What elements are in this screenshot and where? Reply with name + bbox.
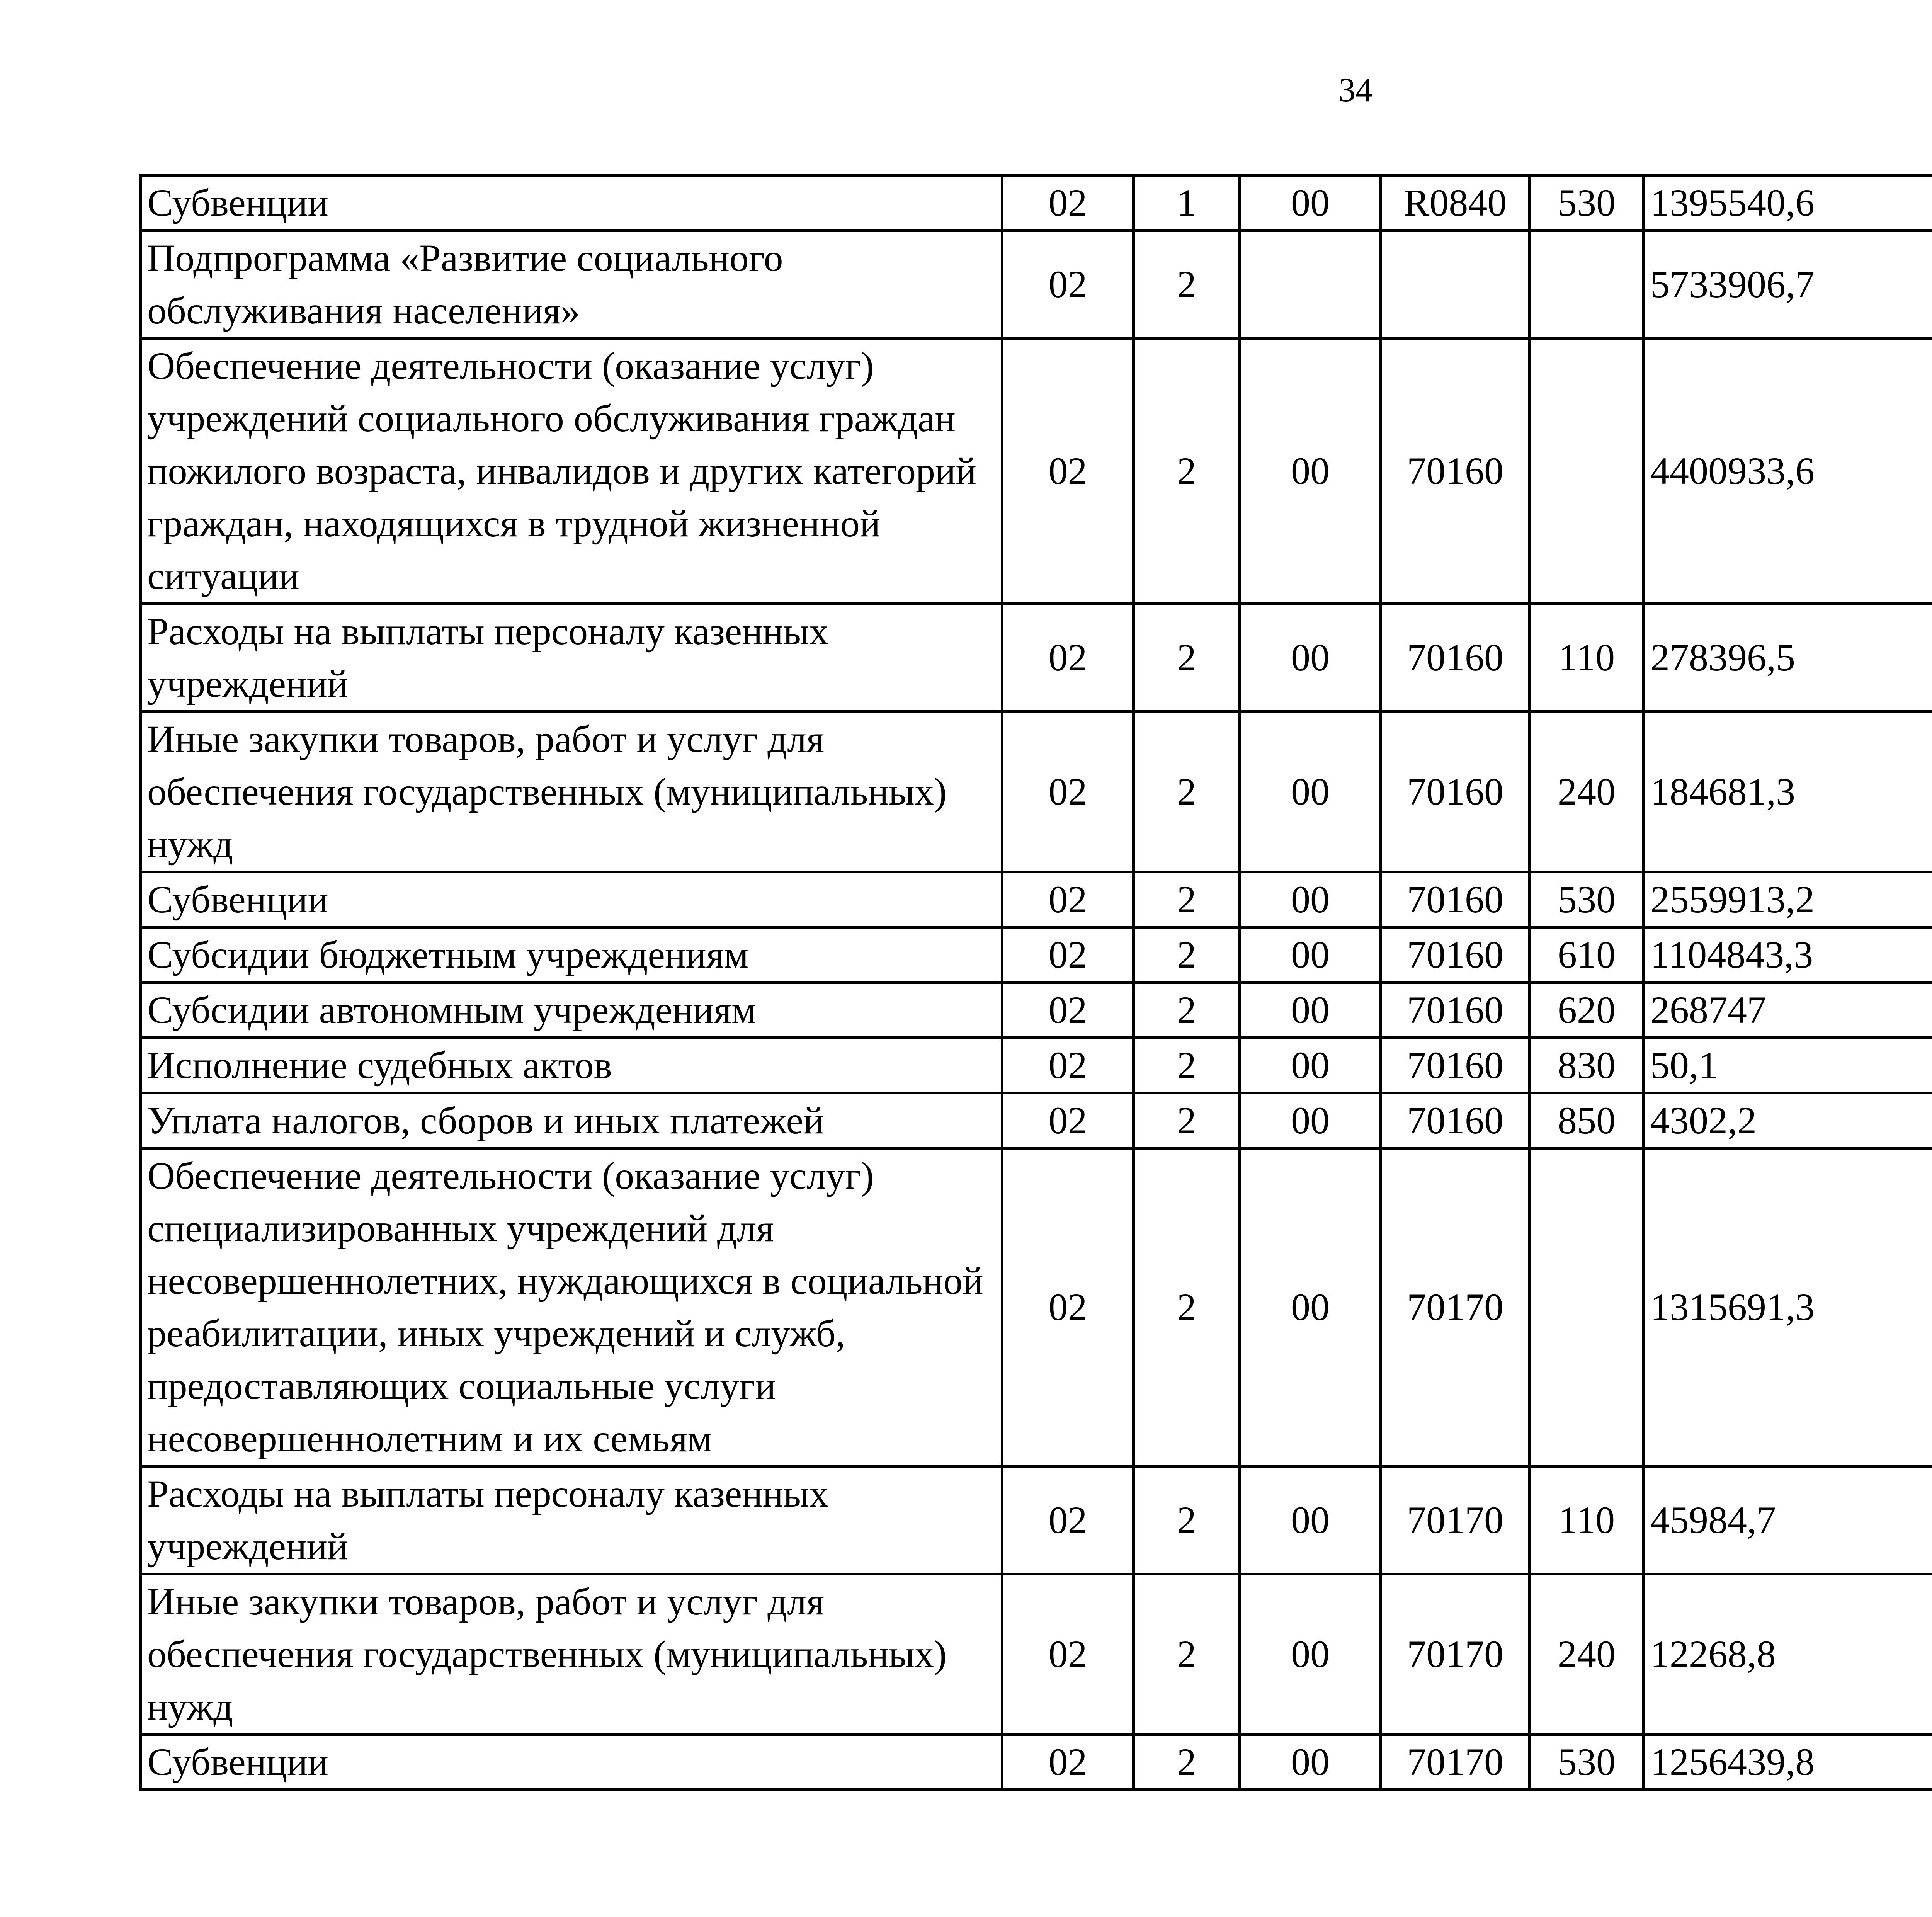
cell-value-1: 5733906,7: [1644, 231, 1932, 338]
cell-code-3: 00: [1240, 1466, 1381, 1574]
cell-value-1: 45984,7: [1644, 1466, 1932, 1574]
cell-code-5: 110: [1530, 1466, 1644, 1574]
cell-code-2: 1: [1134, 175, 1240, 231]
cell-code-2: 2: [1134, 927, 1240, 983]
cell-code-1: 02: [1002, 927, 1134, 983]
cell-name: Обеспечение деятельности (оказание услуг) учреждений социального обслуживания граждан пожилого возраста, инвалидов и других категорий граждан, находящихся в трудной жизненной ситуации: [141, 338, 1002, 604]
cell-code-1: 02: [1002, 1093, 1134, 1148]
table-row: [141, 231, 1932, 338]
cell-code-3: 00: [1240, 338, 1381, 604]
cell-code-4: 70170: [1381, 1574, 1530, 1735]
table-row: [141, 1735, 1932, 1790]
cell-code-3: 00: [1240, 712, 1381, 872]
cell-value-1: 50,1: [1644, 1038, 1932, 1093]
cell-value-1: 1395540,6: [1644, 175, 1932, 231]
cell-code-3: 00: [1240, 927, 1381, 983]
cell-code-5: 620: [1530, 983, 1644, 1038]
cell-code-3: 00: [1240, 983, 1381, 1038]
cell-code-5: [1530, 231, 1644, 338]
cell-code-2: 2: [1134, 604, 1240, 712]
cell-value-1: 268747: [1644, 983, 1932, 1038]
cell-code-5: 530: [1530, 1735, 1644, 1790]
cell-code-1: 02: [1002, 1148, 1134, 1466]
cell-code-1: 02: [1002, 983, 1134, 1038]
cell-code-5: 830: [1530, 1038, 1644, 1093]
cell-value-1: 4400933,6: [1644, 338, 1932, 604]
cell-code-4: 70160: [1381, 1038, 1530, 1093]
cell-code-2: 2: [1134, 983, 1240, 1038]
cell-code-4: 70160: [1381, 983, 1530, 1038]
cell-name: Подпрограмма «Развитие социального обслуживания населения»: [141, 231, 1002, 338]
cell-value-1: 1256439,8: [1644, 1735, 1932, 1790]
table-row: [141, 872, 1932, 927]
cell-value-1: 278396,5: [1644, 604, 1932, 712]
cell-name: Расходы на выплаты персоналу казенных учреждений: [141, 1466, 1002, 1574]
cell-name: Уплата налогов, сборов и иных платежей: [141, 1093, 1002, 1148]
table-row: [141, 175, 1932, 231]
table-body: [141, 175, 1932, 1790]
cell-name: Иные закупки товаров, работ и услуг для обеспечения государственных (муниципальных) нужд: [141, 1574, 1002, 1735]
cell-code-2: 2: [1134, 1148, 1240, 1466]
cell-code-4: 70160: [1381, 604, 1530, 712]
cell-code-1: 02: [1002, 231, 1134, 338]
cell-code-2: 2: [1134, 872, 1240, 927]
table-row: [141, 1148, 1932, 1466]
table-row: [141, 927, 1932, 983]
cell-code-5: 240: [1530, 1574, 1644, 1735]
cell-code-5: [1530, 338, 1644, 604]
table-row: [141, 604, 1932, 712]
cell-code-4: 70170: [1381, 1466, 1530, 1574]
cell-code-2: 2: [1134, 338, 1240, 604]
cell-code-2: 2: [1134, 231, 1240, 338]
cell-code-5: 530: [1530, 175, 1644, 231]
cell-name: Субсидии бюджетным учреждениям: [141, 927, 1002, 983]
cell-code-4: R0840: [1381, 175, 1530, 231]
cell-code-1: 02: [1002, 1038, 1134, 1093]
cell-name: Субвенции: [141, 872, 1002, 927]
cell-code-2: 2: [1134, 1038, 1240, 1093]
cell-code-3: 00: [1240, 604, 1381, 712]
cell-value-1: 2559913,2: [1644, 872, 1932, 927]
table-row: [141, 1574, 1932, 1735]
cell-code-2: 2: [1134, 1093, 1240, 1148]
cell-code-3: 00: [1240, 1093, 1381, 1148]
table-row: [141, 983, 1932, 1038]
cell-name: Исполнение судебных актов: [141, 1038, 1002, 1093]
cell-code-4: 70160: [1381, 927, 1530, 983]
cell-code-1: 02: [1002, 1735, 1134, 1790]
table-row: [141, 338, 1932, 604]
cell-code-5: 610: [1530, 927, 1644, 983]
table-row: [141, 1093, 1932, 1148]
cell-code-5: 850: [1530, 1093, 1644, 1148]
cell-code-3: 00: [1240, 1148, 1381, 1466]
cell-code-4: 70160: [1381, 872, 1530, 927]
cell-code-5: 110: [1530, 604, 1644, 712]
cell-code-3: 00: [1240, 175, 1381, 231]
cell-name: Иные закупки товаров, работ и услуг для обеспечения государственных (муниципальных) нужд: [141, 712, 1002, 872]
cell-code-4: 70160: [1381, 712, 1530, 872]
budget-table: [139, 174, 1932, 1791]
cell-code-4: [1381, 231, 1530, 338]
cell-code-4: 70160: [1381, 1093, 1530, 1148]
cell-code-5: [1530, 1148, 1644, 1466]
cell-code-2: 2: [1134, 1466, 1240, 1574]
cell-code-3: 00: [1240, 1735, 1381, 1790]
cell-value-1: 12268,8: [1644, 1574, 1932, 1735]
cell-value-1: 1315691,3: [1644, 1148, 1932, 1466]
cell-name: Субвенции: [141, 1735, 1002, 1790]
cell-code-2: 2: [1134, 1735, 1240, 1790]
cell-code-3: 00: [1240, 1574, 1381, 1735]
cell-code-1: 02: [1002, 604, 1134, 712]
cell-code-1: 02: [1002, 712, 1134, 872]
cell-name: Субсидии автономным учреждениям: [141, 983, 1002, 1038]
cell-value-1: 4302,2: [1644, 1093, 1932, 1148]
cell-name: Расходы на выплаты персоналу казенных учреждений: [141, 604, 1002, 712]
cell-code-1: 02: [1002, 338, 1134, 604]
cell-code-5: 530: [1530, 872, 1644, 927]
cell-name: Обеспечение деятельности (оказание услуг) специализированных учреждений для несовершеннолетних, нуждающихся в социальной реабилитации, иных учреждений и служб, предоставляющих социальные услуги несовершеннолетним и их семьям: [141, 1148, 1002, 1466]
cell-code-2: 2: [1134, 1574, 1240, 1735]
cell-code-2: 2: [1134, 712, 1240, 872]
cell-code-5: 240: [1530, 712, 1644, 872]
cell-code-1: 02: [1002, 175, 1134, 231]
cell-code-4: 70170: [1381, 1735, 1530, 1790]
cell-code-4: 70170: [1381, 1148, 1530, 1466]
cell-code-3: 00: [1240, 872, 1381, 927]
table-row: [141, 712, 1932, 872]
table-row: [141, 1038, 1932, 1093]
cell-code-4: 70160: [1381, 338, 1530, 604]
cell-code-1: 02: [1002, 1466, 1134, 1574]
table-row: [141, 1466, 1932, 1574]
cell-code-3: [1240, 231, 1381, 338]
page-number: 34: [1338, 71, 1372, 109]
cell-value-1: 184681,3: [1644, 712, 1932, 872]
cell-code-1: 02: [1002, 872, 1134, 927]
cell-name: Субвенции: [141, 175, 1002, 231]
cell-code-1: 02: [1002, 1574, 1134, 1735]
cell-value-1: 1104843,3: [1644, 927, 1932, 983]
cell-code-3: 00: [1240, 1038, 1381, 1093]
